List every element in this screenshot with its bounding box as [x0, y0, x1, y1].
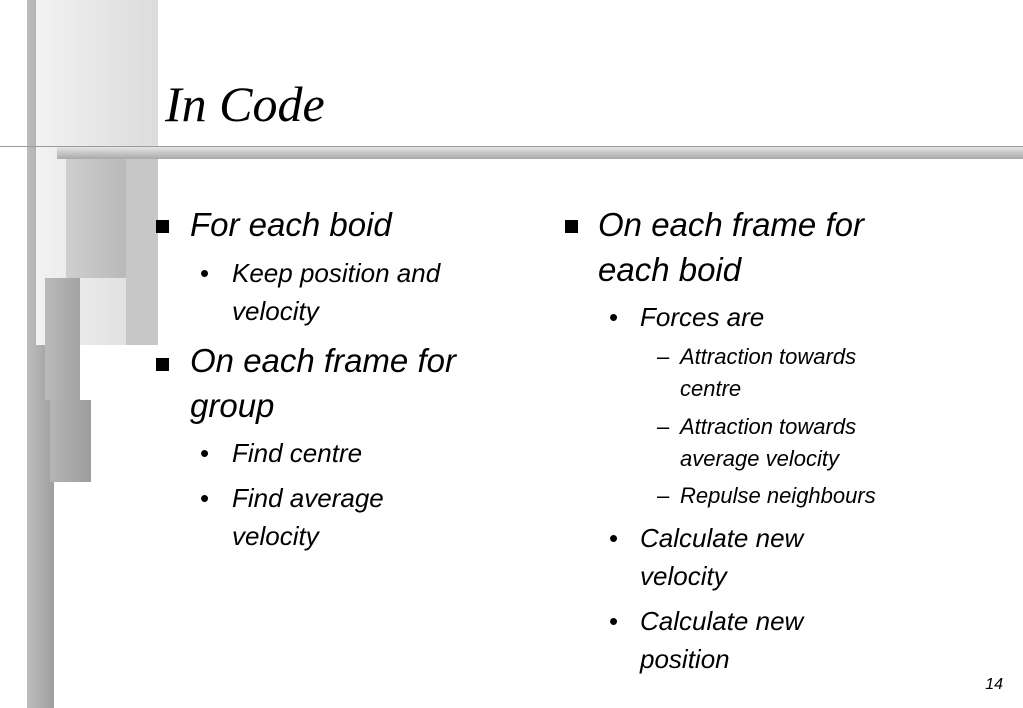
- right-force-2: [680, 411, 856, 475]
- right-force-1: [680, 341, 856, 405]
- deco-block-middle: [45, 278, 80, 400]
- right-sub-1-text: Forces are: [640, 302, 765, 332]
- dot-bullet-icon: •: [609, 523, 619, 553]
- right-sub-2-line1: Calculate new: [640, 523, 804, 553]
- square-bullet-icon: [156, 220, 169, 233]
- left-item-2: [190, 338, 456, 428]
- right-force-3-text: Repulse neighbours: [680, 483, 876, 508]
- dot-bullet-icon: •: [200, 258, 210, 288]
- right-sub-2: [640, 519, 803, 595]
- left-item-2-line1: On each frame for: [190, 342, 456, 379]
- right-force-2-line1: Attraction towards: [680, 414, 857, 439]
- left-item-1-sub-1-line1: Keep position and: [232, 258, 441, 288]
- right-item-1-line1: On each frame for: [598, 206, 864, 243]
- left-item-1-sub-1: [232, 254, 440, 330]
- square-bullet-icon: [156, 358, 169, 371]
- title-rule-bar: [57, 147, 1023, 159]
- left-item-2-sub-2-line1: Find average: [232, 483, 384, 513]
- right-item-1: [598, 202, 864, 292]
- dot-bullet-icon: •: [609, 606, 619, 636]
- square-bullet-icon: [565, 220, 578, 233]
- dot-bullet-icon: •: [609, 302, 619, 332]
- left-item-1-sub-1-line2: velocity: [232, 296, 319, 326]
- left-item-2-line2: group: [190, 387, 275, 424]
- slide-title: In Code: [165, 76, 325, 132]
- right-sub-3-line1: Calculate new: [640, 606, 804, 636]
- left-item-2-sub-1: [232, 434, 362, 472]
- right-sub-3-line2: position: [640, 644, 730, 674]
- right-force-3: [680, 480, 876, 512]
- right-sub-2-line2: velocity: [640, 561, 727, 591]
- dot-bullet-icon: •: [200, 438, 210, 468]
- dot-bullet-icon: •: [200, 483, 210, 513]
- deco-block-inner: [66, 158, 126, 278]
- right-sub-3: [640, 602, 803, 678]
- right-sub-1: [640, 298, 764, 336]
- deco-block-small-right: [126, 158, 158, 345]
- deco-block-lower: [50, 400, 91, 482]
- dash-bullet-icon: –: [657, 344, 670, 369]
- left-item-2-sub-2: [232, 479, 384, 555]
- right-item-1-line2: each boid: [598, 251, 742, 288]
- left-item-2-sub-1-text: Find centre: [232, 438, 363, 468]
- left-item-1: [190, 202, 392, 247]
- dash-bullet-icon: –: [657, 414, 670, 439]
- right-force-1-line1: Attraction towards: [680, 344, 857, 369]
- right-force-1-line2: centre: [680, 376, 742, 401]
- dash-bullet-icon: –: [657, 483, 670, 508]
- right-force-2-line2: average velocity: [680, 446, 839, 471]
- left-item-2-sub-2-line2: velocity: [232, 521, 319, 551]
- page-number: 14: [985, 676, 1003, 693]
- left-item-1-text: For each boid: [190, 206, 392, 243]
